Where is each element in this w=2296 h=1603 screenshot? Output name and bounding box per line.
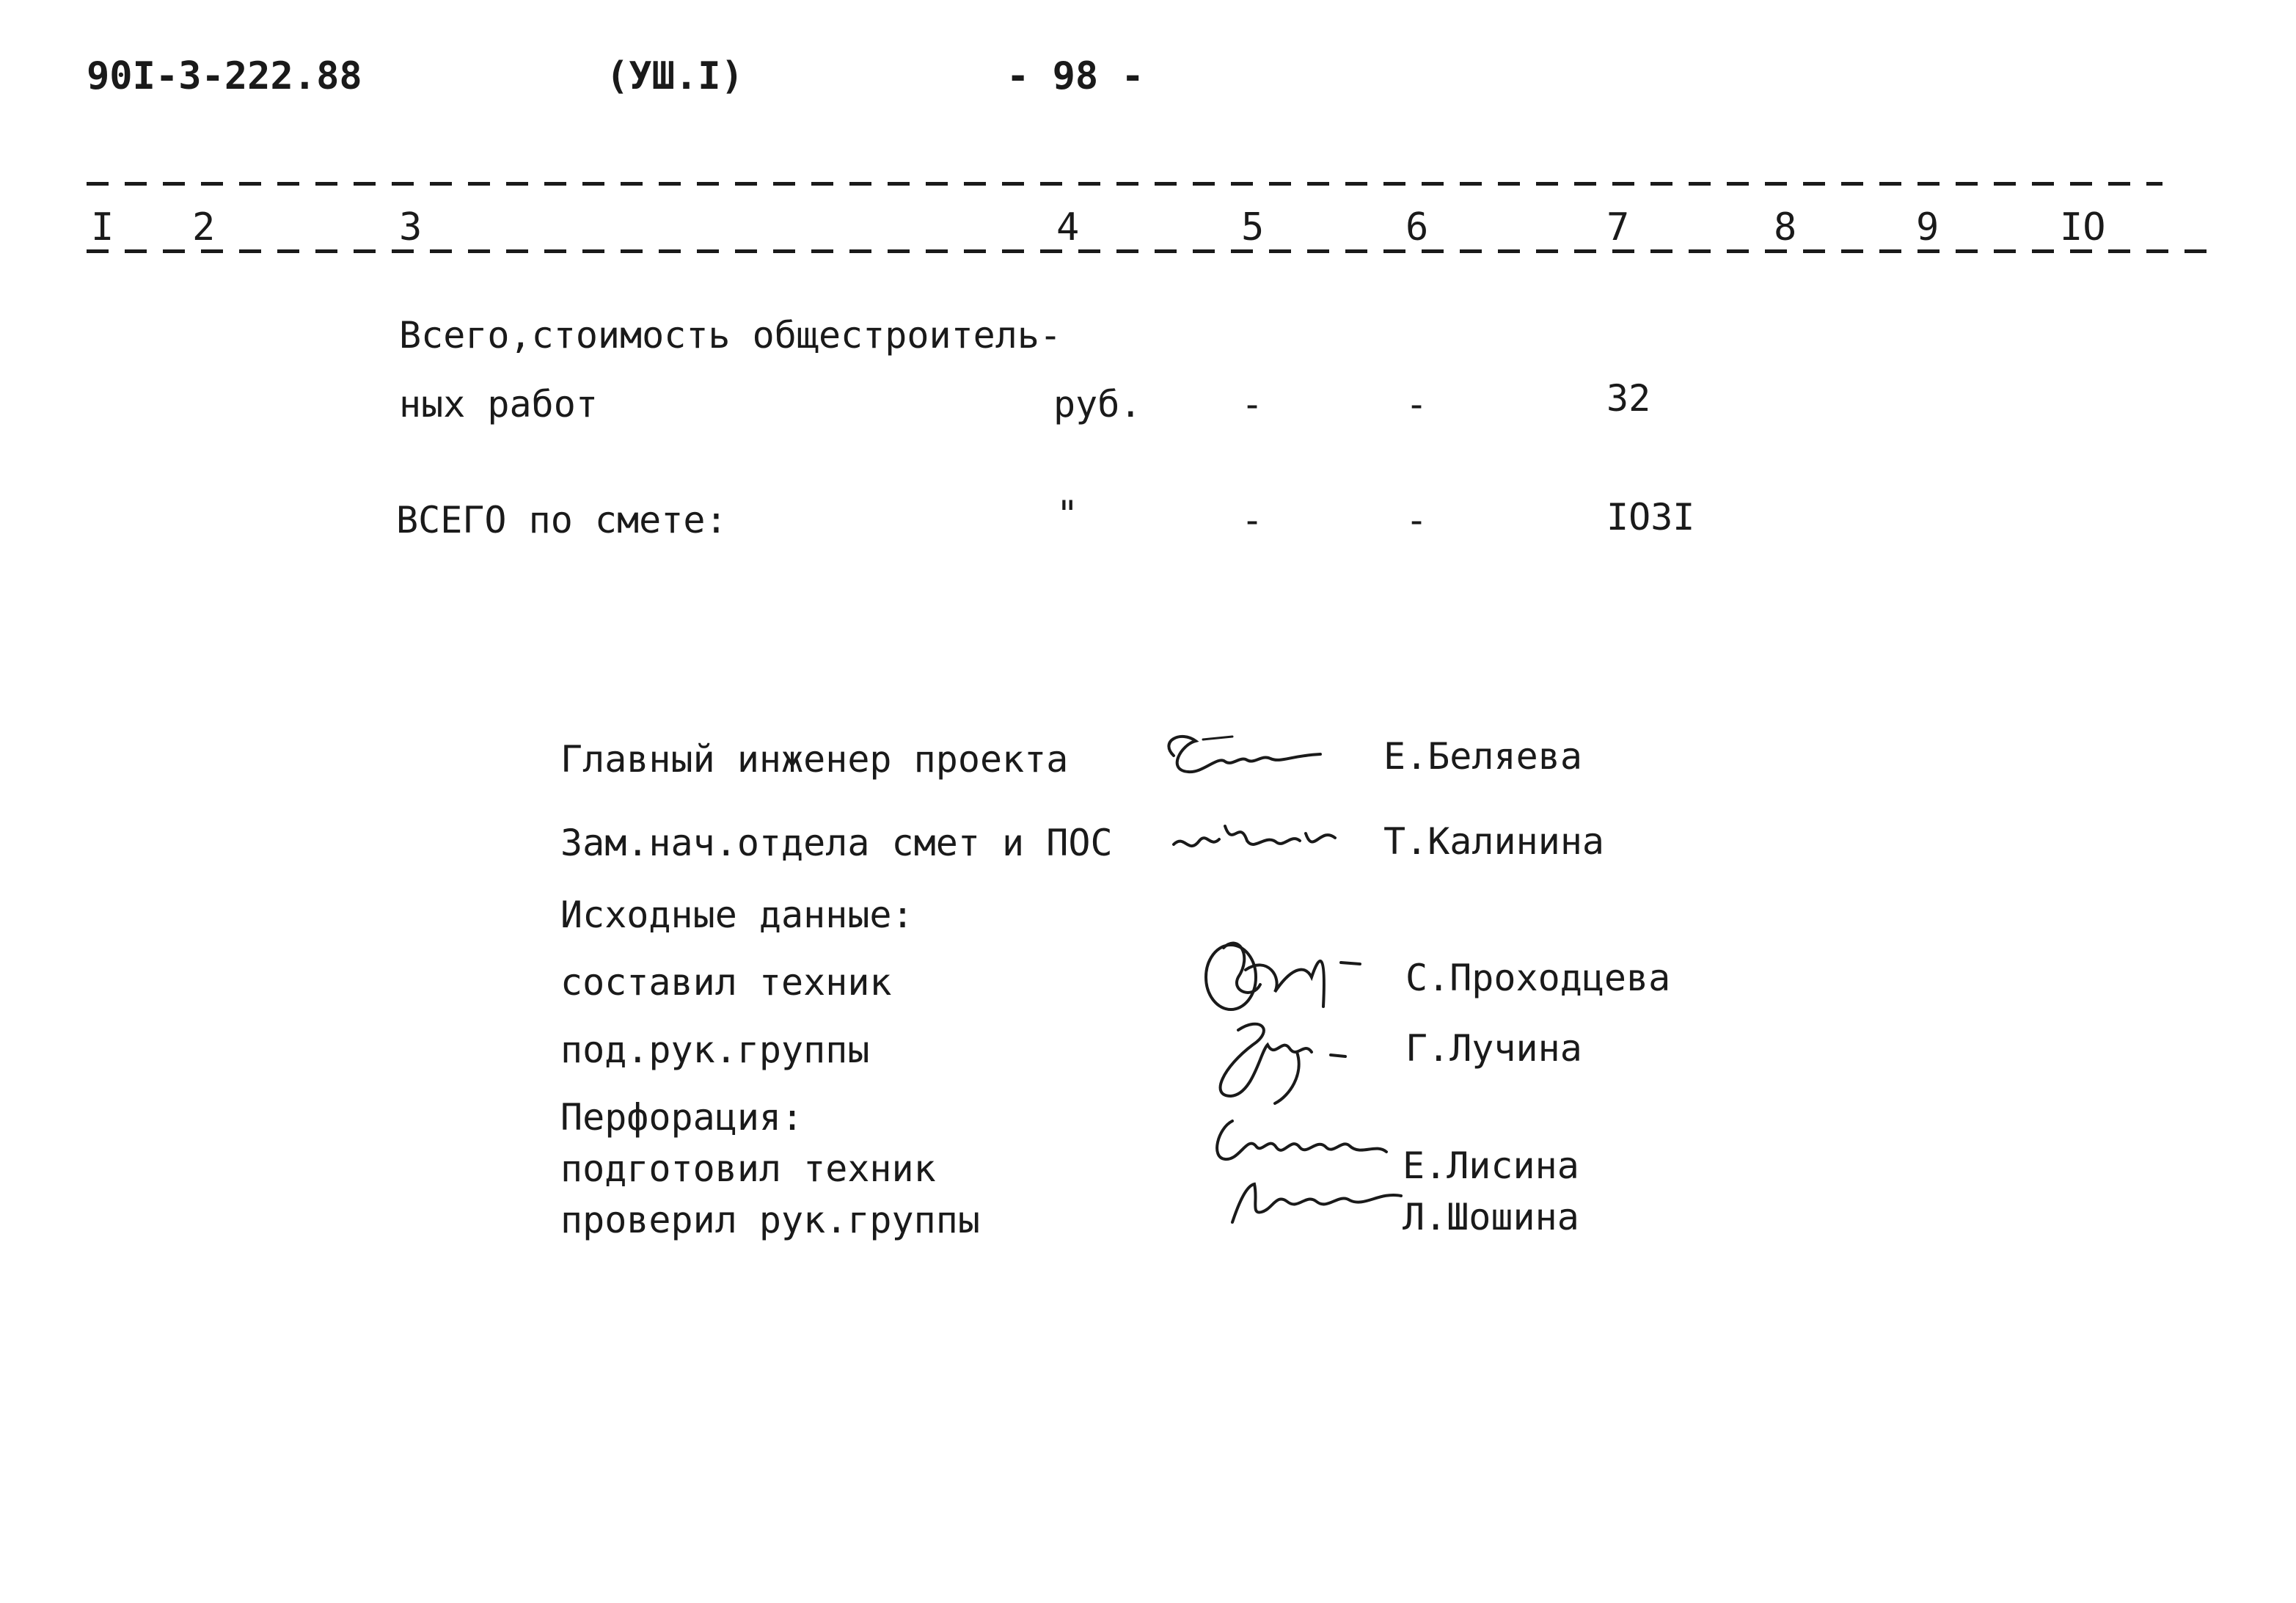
deputy-head-name: Т.Калинина xyxy=(1383,820,1605,863)
signature-chief-engineer xyxy=(1152,726,1328,785)
signature-checked xyxy=(1218,1171,1408,1230)
source-data-label: Исходные данные: xyxy=(560,894,914,936)
deputy-head-label: Зам.нач.отдела смет и ПОС xyxy=(560,822,1113,864)
signature-deputy-head xyxy=(1166,811,1342,863)
column-number-7: 7 xyxy=(1606,205,1630,249)
row-2-name: ВСЕГО по смете: xyxy=(396,499,728,541)
row-1-col-7: 32 xyxy=(1606,377,1651,420)
row-2-col-5: - xyxy=(1241,499,1264,541)
table-header-rule xyxy=(87,249,2214,253)
signature-prepared xyxy=(1203,1114,1394,1172)
compiled-by-name: С.Проходцева xyxy=(1405,957,1671,999)
row-1-col-5: - xyxy=(1241,383,1264,426)
checked-by-label: проверил рук.группы xyxy=(560,1199,980,1241)
row-1-name-line-1: Всего,стоимость общестроитель- xyxy=(399,314,1062,357)
prepared-by-label: подготовил техник xyxy=(560,1147,936,1190)
row-1-col-6: - xyxy=(1405,383,1428,426)
column-number-5: 5 xyxy=(1241,205,1265,249)
signature-compiled xyxy=(1194,926,1370,1021)
column-number-3: 3 xyxy=(399,205,423,249)
perforation-label: Перфорация: xyxy=(560,1096,804,1139)
prepared-by-name: Е.Лисина xyxy=(1403,1144,1579,1187)
column-number-1: I xyxy=(91,205,114,249)
checked-by-name: Л.Шошина xyxy=(1403,1196,1579,1238)
row-2-unit: " xyxy=(1056,493,1079,536)
column-number-10: IO xyxy=(2060,205,2106,249)
supervised-by-label: под.рук.группы xyxy=(560,1029,870,1071)
row-2-col-6: - xyxy=(1405,499,1428,541)
chief-engineer-label: Главный инженер проекта xyxy=(560,738,1069,781)
column-number-4: 4 xyxy=(1056,205,1080,249)
column-number-8: 8 xyxy=(1774,205,1797,249)
document-code: 90I-3-222.88 xyxy=(87,54,362,98)
column-number-2: 2 xyxy=(192,205,216,249)
column-number-9: 9 xyxy=(1916,205,1939,249)
chief-engineer-name: Е.Беляева xyxy=(1383,735,1582,778)
section-code: (УШ.I) xyxy=(606,54,744,98)
signature-supervised xyxy=(1194,1008,1363,1111)
row-1-unit: руб. xyxy=(1053,383,1142,426)
row-2-col-7: IO3I xyxy=(1606,496,1695,538)
table-top-rule xyxy=(87,182,2162,186)
column-number-6: 6 xyxy=(1405,205,1429,249)
compiled-by-label: составил техник xyxy=(560,961,892,1004)
row-1-name-line-2: ных работ xyxy=(399,383,598,426)
supervised-by-name: Г.Лучина xyxy=(1405,1027,1582,1070)
page-number: - 98 - xyxy=(1006,54,1144,98)
